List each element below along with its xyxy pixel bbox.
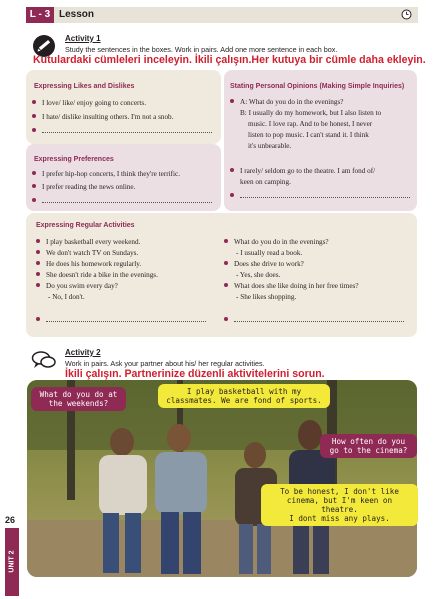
preferences-box [26, 144, 221, 211]
lesson-badge: L - 3 [26, 7, 54, 23]
opinions-answer-b-line1: B: I usually do my homework, but I also listen to [240, 109, 382, 117]
regular-right-a3: - She likes shopping. [236, 293, 297, 301]
regular-left-4: She doesn't ride a bike in the evenings. [36, 270, 158, 281]
activity1-instruction: Study the sentences in the boxes. Work in pairs. Add one more sentence in each box. [65, 45, 338, 54]
speech-bubble-cinema-question [320, 434, 417, 458]
bullet-icon [230, 99, 234, 103]
regular-right-a2: - Yes, she does. [236, 271, 281, 279]
bullet-icon [36, 250, 40, 254]
opinions-blank-line[interactable] [230, 190, 410, 202]
lesson-title: Lesson [59, 9, 95, 20]
opinions-item-c: I rarely/ seldom go to the theatre. I am fond of/ [230, 166, 375, 177]
activity1-turkish-instruction: Kutulardaki cümleleri inceleyin. İkili çalışın.Her kutuya bir cümle daha ekleyin. [33, 54, 426, 66]
bubble-theatre-line1: To be honest, I don't like [280, 487, 399, 496]
clock-icon [401, 9, 412, 20]
activity2-turkish-instruction: İkili çalışın. Partnerinize düzenli aktivitelerini sorun. [65, 368, 325, 380]
bullet-icon [224, 261, 228, 265]
opinions-item-c-line2: keen on camping. [240, 178, 291, 186]
bullet-icon [224, 239, 228, 243]
preferences-blank-line[interactable] [32, 195, 212, 207]
preferences-item-2: I prefer reading the news online. [32, 182, 135, 193]
bubble-cinema-line2: go to the cinema? [329, 446, 408, 455]
likes-item-2: I hate/ dislike insulting others. I'm not a snob. [32, 112, 173, 123]
bubble-theatre-line3: I dont miss any plays. [289, 514, 390, 523]
preferences-item-1: I prefer hip-hop concerts, I think they're terrific. [32, 169, 180, 180]
unit-side-tab [5, 528, 19, 596]
speech-bubbles-icon [31, 350, 57, 370]
regular-left-1: I play basketball every weekend. [36, 237, 140, 248]
activity2-title: Activity 2 [65, 348, 101, 357]
regular-activities-box [26, 213, 417, 337]
regular-left-answer: - No, I don't. [48, 293, 85, 301]
likes-dislikes-box [26, 70, 221, 144]
bullet-icon [36, 317, 40, 321]
regular-right-a1: - I usually read a book. [236, 249, 303, 257]
preferences-heading: Expressing Preferences [34, 156, 114, 163]
bubble-basketball-line1: I play basketball with my [186, 387, 302, 396]
bullet-icon [36, 272, 40, 276]
bubble-theatre-line2: cinema, but I'm keen on theatre. [286, 496, 393, 514]
bullet-icon [36, 261, 40, 265]
regular-left-2: We don't watch TV on Sundays. [36, 248, 138, 259]
bullet-icon [32, 114, 36, 118]
bubble-basketball-line2: classmates. We are fond of sports. [166, 396, 322, 405]
opinions-box [224, 70, 417, 211]
bullet-icon [32, 184, 36, 188]
speech-bubble-weekends: What do you do at the weekends? [31, 387, 126, 411]
unit-label: UNIT 2 [8, 550, 16, 573]
opinions-question-a: A: What do you do in the evenings? [230, 97, 343, 108]
bullet-icon [32, 128, 36, 132]
bullet-icon [32, 100, 36, 104]
bullet-icon [224, 317, 228, 321]
bullet-icon [230, 193, 234, 197]
bullet-icon [32, 198, 36, 202]
regular-left-5: Do you swim every day? [36, 281, 118, 292]
regular-left-blank-line[interactable] [36, 314, 206, 326]
speech-bubble-basketball [158, 384, 330, 408]
regular-right-blank-line[interactable] [224, 314, 404, 326]
activity2-instruction: Work in pairs. Ask your partner about his/ her regular activities. [65, 359, 265, 368]
regular-right-q1: What do you do in the evenings? [224, 237, 329, 248]
bullet-icon [32, 171, 36, 175]
page-number: 26 [5, 515, 16, 525]
bubble-cinema-line1: How often do you [331, 437, 406, 446]
likes-blank-line[interactable] [32, 125, 212, 137]
regular-heading: Expressing Regular Activities [36, 222, 135, 229]
regular-right-q2: Does she drive to work? [224, 259, 304, 270]
opinions-heading: Stating Personal Opinions (Making Simple Inquiries) [230, 83, 405, 90]
regular-left-3: He does his homework regularly. [36, 259, 141, 270]
bullet-icon [36, 239, 40, 243]
opinions-answer-b-line2: music. I love rap. And to be honest, I never [248, 120, 373, 128]
speech-bubble-theatre [261, 484, 418, 526]
likes-item-1: I love/ like/ enjoy going to concerts. [32, 98, 146, 109]
likes-heading: Expressing Likes and Dislikes [34, 83, 135, 90]
bullet-icon [36, 283, 40, 287]
bullet-icon [230, 168, 234, 172]
bullet-icon [224, 283, 228, 287]
regular-right-q3: What does she like doing in her free times? [224, 281, 359, 292]
opinions-answer-b-line4: it's unbearable. [248, 142, 292, 150]
opinions-answer-b-line3: listen to pop music. I can't stand it. I think [248, 131, 369, 139]
activity1-title: Activity 1 [65, 34, 101, 43]
